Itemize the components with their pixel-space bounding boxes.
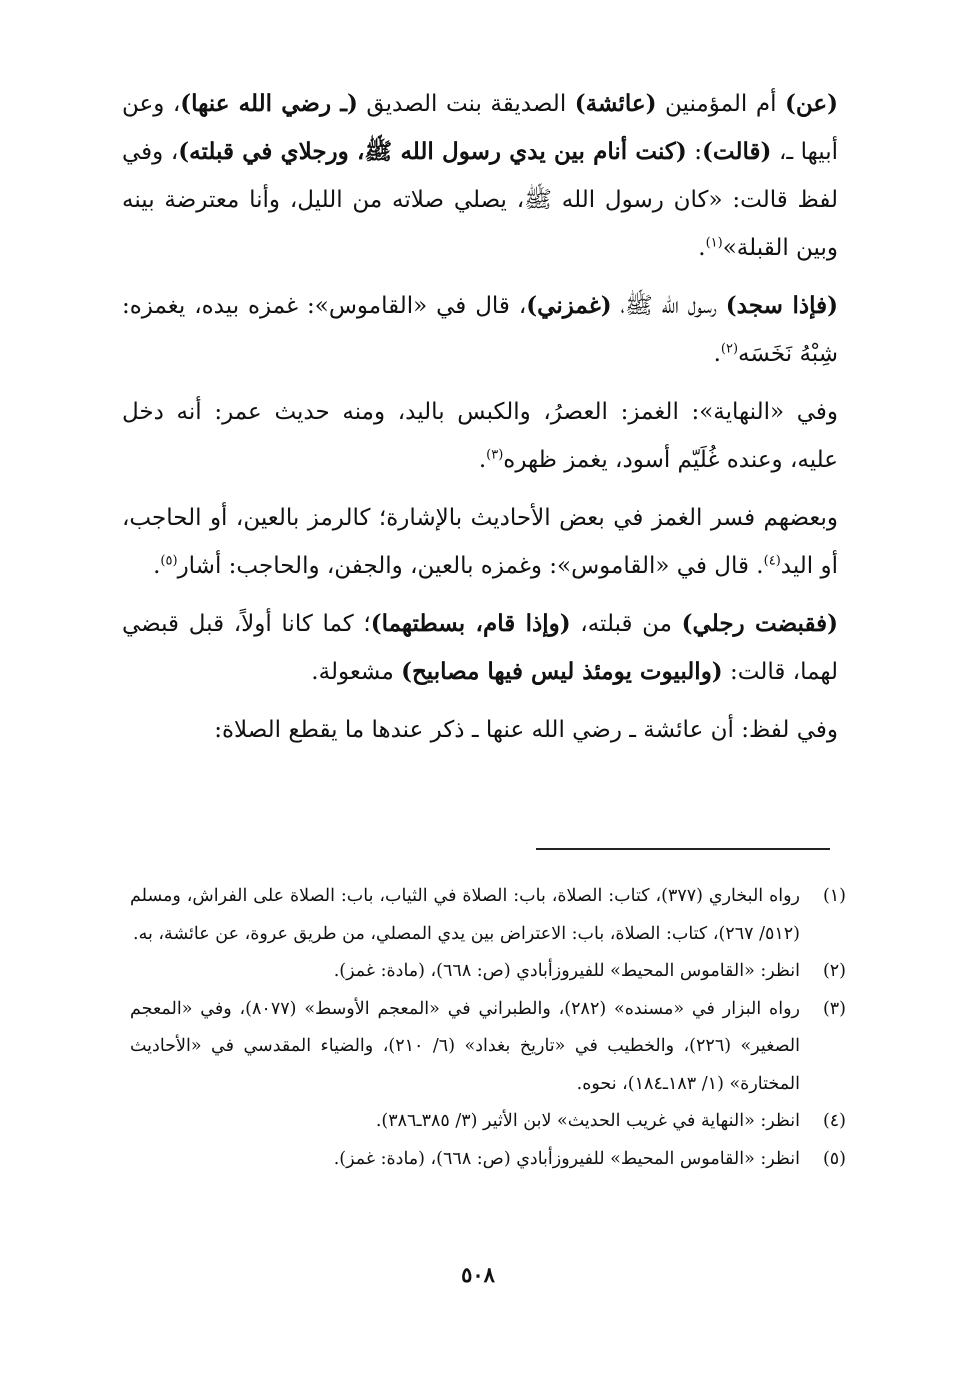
bold-text: (ـ رضي الله عنها) [180,90,358,117]
text-run: وفي لفظ: أن عائشة ـ رضي الله عنها ـ ذكر عندها ما يقطع الصلاة: [214,717,838,743]
text-run: وفي «النهاية»: الغمز: العصرُ، والكبس باليد، ومنه حديث عمر: أنه دخل عليه، وعنده غُلَيّم أسود، يغمز ظهره [122,399,838,473]
footnote-ref: (٣) [486,447,504,463]
footnote-item [130,878,846,953]
text-run: : [686,139,703,165]
paragraph [122,600,838,696]
footnote-number: (٢) [822,961,846,981]
paragraph [122,388,838,484]
text-run: مشعولة. [311,659,402,685]
footnote-ref: (٢) [720,341,739,357]
bold-text: (عن) [785,90,838,117]
bold-text: (فإذا سجد) [725,292,838,319]
footnote-item [130,1141,846,1179]
paragraph [122,282,838,378]
text-run: من قبلته، [570,611,682,637]
footnote-ref: (٥) [160,553,178,569]
text-run: الصديقة بنت الصديق [357,91,575,117]
paragraph [122,80,838,272]
bold-text: (والبيوت يومئذ ليس فيها مصابيح) [401,658,723,685]
footnote-text: رواه البخاري (٣٧٧)، كتاب: الصلاة، باب: الصلاة في الثياب، باب: الصلاة على الفراش، ومسلم (٥١٢/ ٢٦٧)، كتاب: الصلاة، باب: الاعتراض بين يدي المصلي، من طريق عروة، عن عائشة، به. [130,886,801,944]
footnote-number: (٣) [822,998,846,1019]
bold-text: (غمزني) [526,292,612,319]
page-number: ٥٠٨ [461,1262,495,1287]
bold-text: (عائشة) [574,90,657,117]
footnote-number: (١) [822,886,846,906]
text-run: . [713,341,721,367]
main-text [122,80,838,764]
text-run: . [698,235,706,261]
footnote-item [130,953,846,991]
footnote-text: رواه البزار في «مسنده» (٢٨٢)، والطبراني في «المعجم الأوسط» (٨٠٧٧)، وفي «المعجم الصغير» (٢٢٦)، والخطيب في «تاريخ بغداد» (٦/ ٢١٠)، والضياء المقدسي في «الأحاديث المختارة» (١/ ١٨٣ـ١٨٤)، نحوه. [130,998,800,1094]
bold-text: (فقبضت رجلي) [681,610,839,637]
text-run: . [478,447,487,473]
footnote-number: (٤) [822,1111,846,1131]
footnote-item [130,1103,846,1141]
text-run: وبعضهم فسر الغمز في بعض الأحاديث بالإشارة؛ كالرمز بالعين، أو الحاجب، أو اليد [122,505,838,579]
text-run: ، قال في «القاموس»: غمزه بيده، يغمزه: شِبْهُ نَخَسَه [122,293,838,367]
text-run: رسول الله ﷺ، [611,293,726,319]
footnote-ref: (٤) [763,553,781,569]
text-run: . [153,553,161,579]
text-run: ، وعن أبيها ـ، [122,91,839,165]
footnote-item [130,991,846,1104]
footnotes [130,878,846,1178]
footnote-number: (٥) [822,1148,846,1169]
bold-text: (قالت) [702,138,772,165]
text-run: أم المؤمنين [656,91,785,117]
footnote-text: انظر: «النهاية في غريب الحديث» لابن الأثير (٣/ ٣٨٥ـ٣٨٦). [375,1111,800,1131]
footnote-separator [536,848,830,850]
footnote-ref: (١) [705,235,723,251]
footnote-text: انظر: «القاموس المحيط» للفيروزأبادي (ص: ٦٦٨)، (مادة: غمز). [333,961,800,981]
text-run: ؛ كما كانا أولاً، قبل قبضي لهما، قالت: [122,611,838,685]
bold-text: (وإذا قام، بسطتهما) [370,610,571,637]
text-run: ، وفي لفظ قالت: «كان رسول الله ﷺ، يصلي صلاته من الليل، وأنا معترضة بينه وبين القبلة» [122,139,838,261]
paragraph [122,494,838,590]
bold-text: (كنت أنام بين يدي رسول الله ﷺ، ورجلاي في قبلته) [178,138,687,165]
footnote-text: انظر: «القاموس المحيط» للفيروزأبادي (ص: ٦٦٨)، (مادة: غمز). [333,1148,800,1169]
paragraph [122,706,838,754]
text-run: . قال في «القاموس»: وغمزه بالعين، والجفن، والحاجب: أشار [177,553,764,579]
